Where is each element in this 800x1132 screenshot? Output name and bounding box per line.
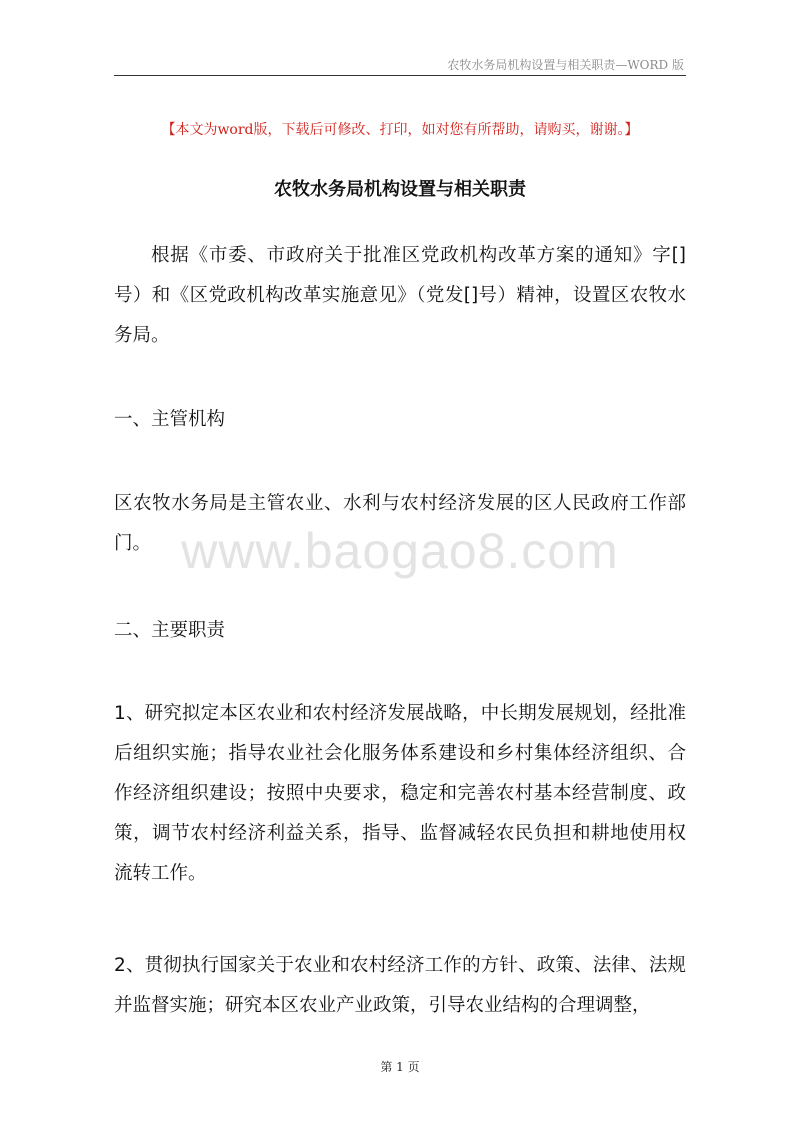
section-1-heading: 一、主管机构 — [114, 409, 226, 430]
download-notice: 【本文为word版，下载后可修改、打印，如对您有所帮助，请购买，谢谢。】 — [161, 122, 639, 138]
section-1-body: 区农牧水务局是主管农业、水利与农村经济发展的区人民政府工作部门。 — [114, 493, 686, 554]
document-title: 农牧水务局机构设置与相关职责 — [274, 179, 526, 200]
header-divider — [114, 75, 686, 76]
page-number: 第 1 页 — [380, 1060, 420, 1074]
intro-paragraph: 根据《市委、市政府关于批准区党政机构改革方案的通知》字[]号）和《区党政机构改革实施意见》（党发[]号）精神，设置区农牧水务局。 — [114, 245, 686, 346]
section-2-heading: 二、主要职责 — [114, 620, 226, 641]
running-header: 农牧水务局机构设置与相关职责—WORD 版 — [447, 58, 684, 72]
duty-item-1: 1、研究拟定本区农业和农村经济发展战略，中长期发展规划，经批准后组织实施；指导农业社会化服务体系建设和乡村集体经济组织、合作经济组织建设；按照中央要求，稳定和完善农村基本经营制度、政策，调节农村经济利益关系，指导、监督减轻农民负担和耕地使用权流转工作。 — [114, 703, 686, 884]
watermark: www.baogao8.com — [181, 523, 619, 579]
duty-item-2: 2、贯彻执行国家关于农业和农村经济工作的方针、政策、法律、法规并监督实施；研究本区农业产业政策，引导农业结构的合理调整， — [114, 955, 686, 1016]
